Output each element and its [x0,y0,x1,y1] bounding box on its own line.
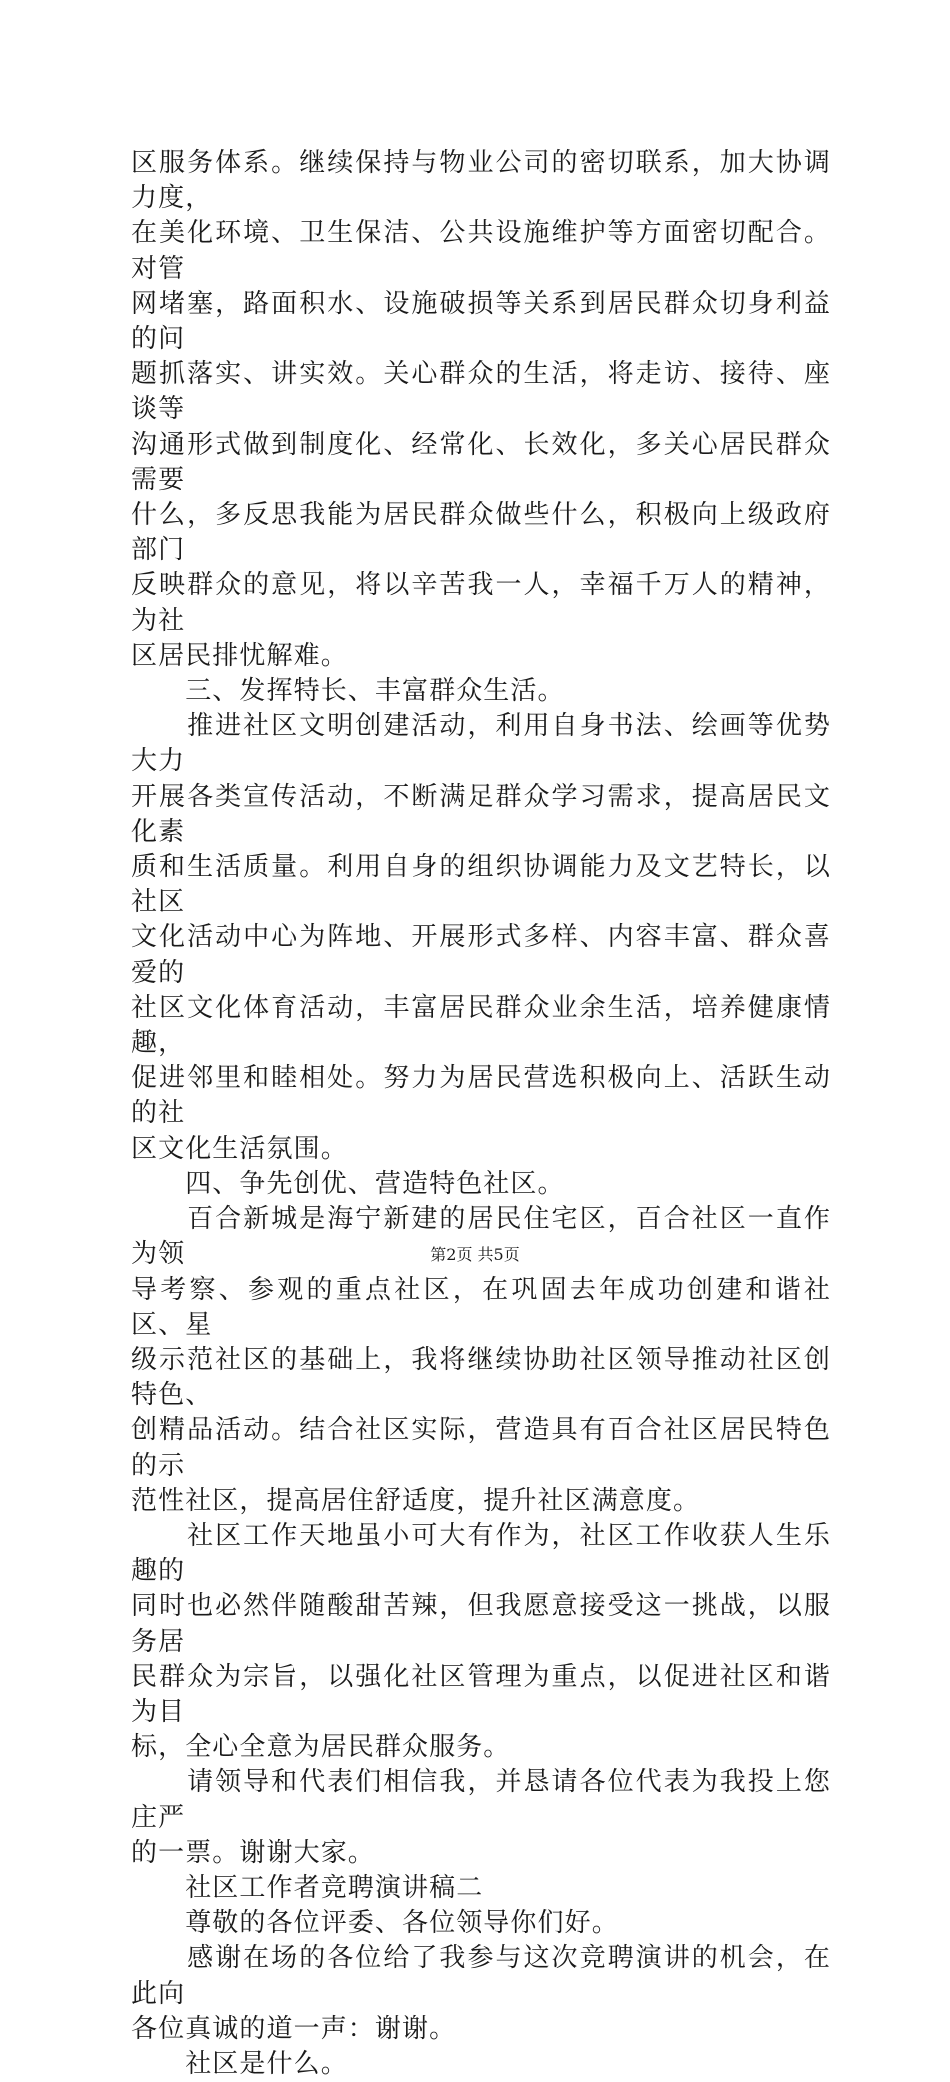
text-line: 推进社区文明创建活动，利用自身书法、绘画等优势大力 [131,711,831,777]
text-line: 什么，多反思我能为居民群众做些什么，积极向上级政府部门 [131,500,831,566]
text-line: 质和生活质量。利用自身的组织协调能力及文艺特长，以社区 [131,852,831,918]
text-line: 区居民排忧解难。 [131,640,348,671]
text-line: 反映群众的意见，将以辛苦我一人，幸福千万人的精神，为社 [131,570,831,636]
text-line: 请领导和代表们相信我，并恳请各位代表为我投上您庄严 [131,1767,831,1833]
section-heading: 三、发挥特长、丰富群众生活。 [131,676,565,707]
text-line: 百合新城是海宁新建的居民住宅区，百合社区一直作为领 [131,1204,831,1270]
document-subtitle: 社区工作者竞聘演讲稿二 [131,1872,484,1903]
text-line: 感谢在场的各位给了我参与这次竞聘演讲的机会，在此向 [131,1943,831,2009]
text-line: 网堵塞，路面积水、设施破损等关系到居民群众切身利益的问 [131,288,831,355]
section-heading: 四、争先创优、营造特色社区。 [131,1168,565,1199]
document-body [131,146,831,2082]
text-line: 社区是什么。 [131,2048,348,2079]
text-line: 级示范社区的基础上，我将继续协助社区领导推动社区创特色、 [131,1344,831,1411]
text-line: 社区工作天地虽小可大有作为，社区工作收获人生乐趣的 [131,1520,831,1587]
text-line: 范性社区，提高居住舒适度，提升社区满意度。 [131,1485,701,1516]
text-line: 民群众为宗旨，以强化社区管理为重点，以促进社区和谐为目 [131,1661,831,1727]
text-line: 区文化生活氛围。 [131,1133,348,1164]
text-line: 区服务体系。继续保持与物业公司的密切联系，加大协调力度， [131,148,831,214]
text-line: 同时也必然伴随酸甜苦辣，但我愿意接受这一挑战，以服务居 [131,1591,831,1657]
text-line: 文化活动中心为阵地、开展形式多样、内容丰富、群众喜爱的 [131,922,831,988]
text-line: 开展各类宣传活动，不断满足群众学习需求，提高居民文化素 [131,781,831,847]
text-line: 创精品活动。结合社区实际，营造具有百合社区居民特色的示 [131,1415,831,1481]
text-line: 沟通形式做到制度化、经常化、长效化，多关心居民群众需要 [131,429,831,495]
text-line: 标，全心全意为居民群众服务。 [131,1732,511,1763]
text-line: 社区文化体育活动，丰富居民群众业余生活，培养健康情趣， [131,992,831,1059]
text-line: 导考察、参观的重点社区，在巩固去年成功创建和谐社区、星 [131,1274,831,1340]
text-line: 题抓落实、讲实效。关心群众的生活，将走访、接待、座谈等 [131,359,831,425]
page-footer [0,1245,950,1265]
text-line: 尊敬的各位评委、各位领导你们好。 [131,1908,619,1939]
page-number: 第2页 共5页 [430,1245,520,1264]
text-line: 在美化环境、卫生保洁、公共设施维护等方面密切配合。对管 [131,218,831,284]
text-line: 各位真诚的道一声：谢谢。 [131,2013,457,2044]
text-line: 的一票。谢谢大家。 [131,1837,375,1868]
text-line: 促进邻里和睦相处。努力为居民营选积极向上、活跃生动的社 [131,1063,831,1129]
